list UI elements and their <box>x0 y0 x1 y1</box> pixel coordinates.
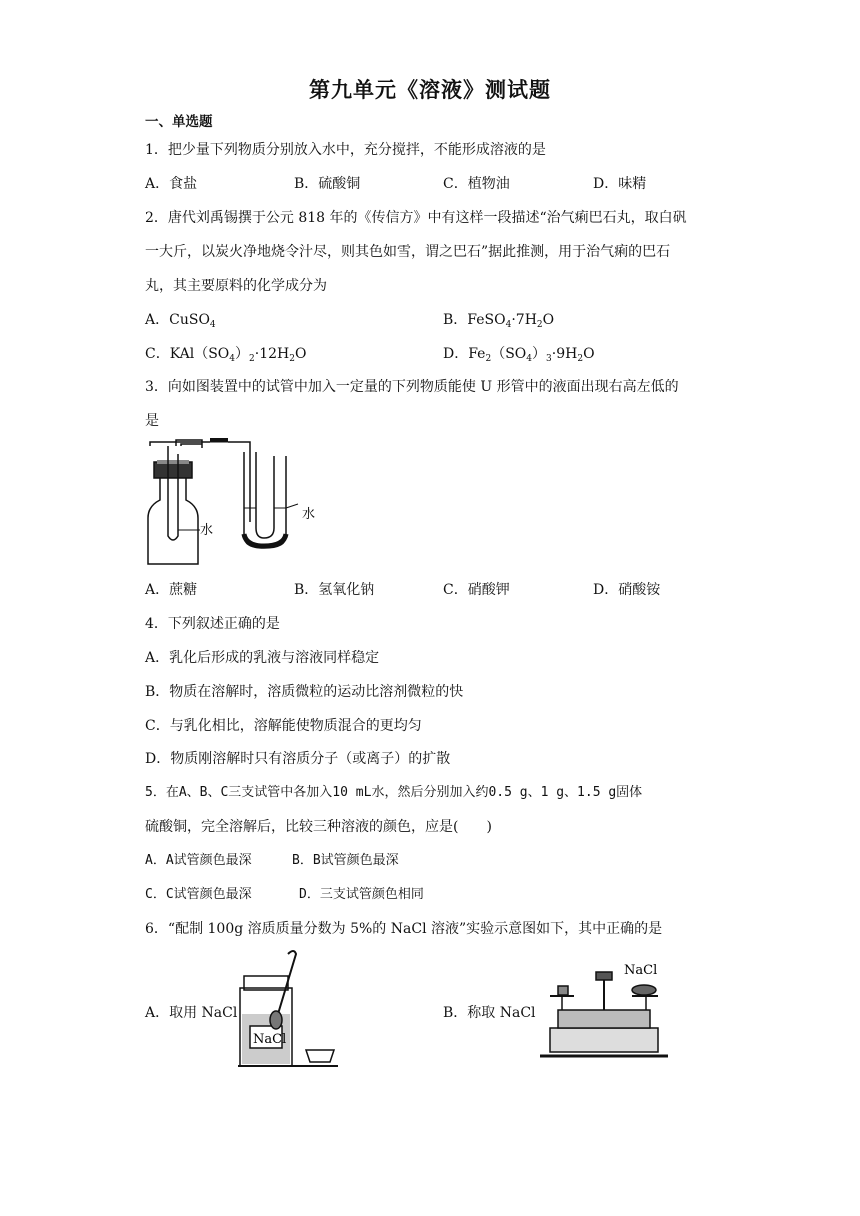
q2-option-d <box>443 345 595 368</box>
q1-option-d: D．味精 <box>593 176 647 192</box>
balance-label: NaCl <box>624 963 658 978</box>
jar-label: NaCl <box>253 1032 287 1047</box>
q2-option-c-formula: ·12H <box>254 346 290 362</box>
q2-option-c-sub: 2 <box>249 354 255 364</box>
section-heading: 一、单选题 <box>145 114 213 130</box>
q2-option-c-formula: KAl（SO <box>169 346 230 362</box>
spatula-scoop <box>270 1011 282 1029</box>
q5-option-b: B．B试管颜色最深 <box>292 853 399 868</box>
q5-option-c: C．C试管颜色最深 <box>145 887 252 902</box>
q2-option-d-sub: 4 <box>526 354 533 364</box>
q2-option-c-sub: 2 <box>289 354 295 364</box>
q2-option-d-prefix: D． <box>443 346 469 362</box>
q2-option-c-sub: 4 <box>229 354 236 364</box>
q5-option-a: A．A试管颜色最深 <box>145 853 252 868</box>
spatula <box>278 951 296 1014</box>
weight <box>558 986 568 995</box>
q2-option-c <box>145 345 306 368</box>
q2-option-d-formula: ·9H <box>551 346 578 362</box>
q2-option-d-formula: ） <box>532 346 547 362</box>
sample-pile <box>632 985 656 995</box>
q5-stem-line2: 硫酸铜，完全溶解后，比较三种溶液的颜色，应是( ) <box>145 819 492 835</box>
q2-option-d-sub: 2 <box>485 354 492 364</box>
u-tube-water <box>244 534 286 546</box>
q2-option-d-sub: 2 <box>577 354 584 364</box>
q4-option-b: B．物质在溶解时，溶质微粒的运动比溶剂微粒的快 <box>145 684 464 700</box>
water-label-u-tube: 水 <box>302 507 316 522</box>
q5-stem-line1: 5．在A、B、C三支试管中各加入10 mL水，然后分别加入约0.5 g、1 g、1.5 g固体 <box>145 785 643 800</box>
q2-option-b-prefix: B． <box>443 312 468 328</box>
stopper <box>154 462 192 478</box>
q1-option-b: B．硫酸铜 <box>294 176 361 192</box>
q4-option-a: A．乳化后形成的乳液与溶液同样稳定 <box>145 650 380 666</box>
flask-outline <box>148 476 198 564</box>
q2-stem-line2: 一大斤，以炭火净地烧令汁尽，则其色如雪，谓之巴石”据此推测，用于治气痢的巴石 <box>145 244 671 260</box>
q2-option-c-prefix: C． <box>145 346 170 362</box>
balance-beam-housing <box>558 1010 650 1028</box>
q1-option-c: C．植物油 <box>443 176 510 192</box>
q2-option-b-formula: FeSO <box>467 312 506 328</box>
q2-option-d-formula: （SO <box>491 346 527 362</box>
q4-stem: 4．下列叙述正确的是 <box>145 616 280 632</box>
q2-option-b-formula: O <box>542 312 555 328</box>
stopper-top <box>157 460 189 464</box>
q6-option-b: B．称取 NaCl <box>443 1005 536 1021</box>
apparatus-drawing <box>148 440 298 564</box>
q2-option-b <box>443 311 554 334</box>
q3-option-d: D．硝酸铵 <box>593 582 661 598</box>
q2-option-d-sub: 3 <box>546 354 552 364</box>
balance-knob <box>596 972 612 980</box>
q2-option-a-formula: CuSO <box>169 312 210 328</box>
q1-option-a: A．食盐 <box>145 176 198 192</box>
balance-body <box>550 1028 658 1052</box>
q3-option-b: B．氢氧化钠 <box>294 582 375 598</box>
q5-option-d: D．三支试管颜色相同 <box>299 887 424 902</box>
q2-option-b-sub: 4 <box>505 320 512 330</box>
q6-option-a: A．取用 NaCl <box>145 1005 238 1021</box>
q3-stem-line2: 是 <box>145 413 159 429</box>
q2-option-a <box>145 311 216 334</box>
q3-option-a: A．蔗糖 <box>145 582 198 598</box>
weighing-dish <box>306 1050 334 1062</box>
q4-option-c: C．与乳化相比，溶解能使物质混合的更均匀 <box>145 718 422 734</box>
q2-option-c-formula: O <box>294 346 307 362</box>
q2-stem-line1: 2．唐代刘禹锡撰于公元 818 年的《传信方》中有这样一段描述“治气痢巴石丸，取白矾 <box>145 210 687 226</box>
q2-option-a-prefix: A． <box>145 312 170 328</box>
water-label-flask: 水 <box>200 523 214 538</box>
q2-option-d-formula: O <box>583 346 595 362</box>
label-leader-right <box>286 504 298 508</box>
q2-stem-line3: 丸，其主要原料的化学成分为 <box>145 278 327 294</box>
page-title: 第九单元《溶液》测试题 <box>309 78 551 102</box>
q2-option-c-formula: ） <box>235 346 250 362</box>
q1-stem: 1．把少量下列物质分别放入水中，充分搅拌，不能形成溶液的是 <box>145 142 546 158</box>
q3-option-c: C．硝酸钾 <box>443 582 510 598</box>
q4-option-d: D．物质刚溶解时只有溶质分子（或离子）的扩散 <box>145 751 451 767</box>
q2-option-b-sub: 2 <box>536 320 543 330</box>
q3-stem-line1: 3．向如图装置中的试管中加入一定量的下列物质能使 U 形管中的液面出现右高左低的 <box>145 379 679 395</box>
u-tube-apparatus-figure <box>140 438 340 570</box>
q2-option-d-formula: Fe <box>468 346 486 362</box>
q6-stem: 6．“配制 100g 溶质质量分数为 5%的 NaCl 溶液”实验示意图如下，其中正确的是 <box>145 921 663 937</box>
q2-option-a-sub: 4 <box>209 320 216 330</box>
reagent-jar-figure <box>234 948 342 1070</box>
q2-option-b-formula: ·7H <box>511 312 537 328</box>
balance-figure <box>536 958 672 1062</box>
